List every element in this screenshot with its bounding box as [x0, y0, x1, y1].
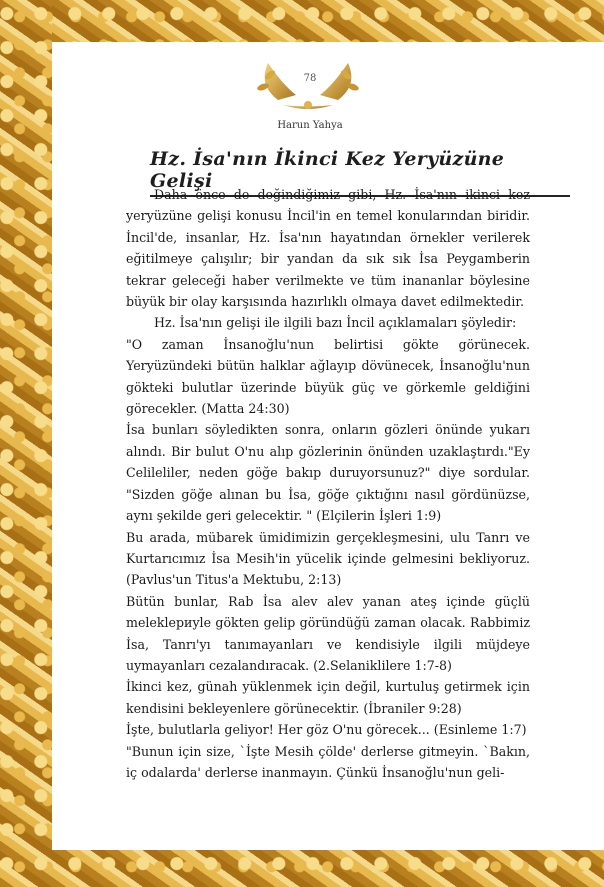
paragraph: "Bunun için size, `İşte Mesih çölde' derlerse gitmeyin. `Bakın, iç odalarda' derlerse inanmayın. Çünkü İnsanoğlu'nun geli- [126, 743, 530, 780]
paragraph: "O zaman İnsanoğlu'nun belirtisi gökte görünecek. Yeryüzündeki bütün halklar ağlayıp dövünecek, İnsanoğlu'nun gökteki bulutlar üzerinde büyük güç ve görkemle geldiğini görecekler. (Matta 24:30) [126, 336, 530, 417]
paragraph: İsa bunları söyledikten sonra, onların gözleri önünde yukarı alındı. Bir bulut O'nu alıp gözlerinin önünden uzaklaştırdı."Ey Celileliler, neden göğe bakıp duruyorsunuz?" diye sordular. "Sizden göğe alınan bu İsa, göğe çıktığını nasıl gördünüzse, aynı şekilde geri gelecektir. " (Elçilerin İşleri 1:9) [126, 422, 530, 524]
laurel-emblem-icon [238, 55, 378, 115]
page-number: 78 [303, 73, 317, 84]
paragraph: İkinci kez, günah yüklenmek için değil, kurtuluş getirmek için kendisini bekleyenlere görünecektir. (İbraniler 9:28) [126, 679, 530, 716]
paragraph: Hz. İsa'nın gelişi ile ilgili bazı İncil açıklamaları şöyledir: [154, 315, 517, 331]
ornate-border-left [0, 0, 52, 887]
ornate-border-top [0, 0, 604, 42]
running-head: Harun Yahya [277, 120, 343, 131]
ornate-border-bottom [0, 850, 604, 887]
body-text [126, 184, 530, 783]
paragraph: Daha önce de değindiğimiz gibi, Hz. İsa'nın ikinci kez yeryüzüne gelişi konusu İncil'in en temel konularından biridir. İncil'de, insanlar, Hz. İsa'nın hayatından örnekler verilerek eğitilmeye çalışılır; bir yandan da sık sık İsa Peygamberin tekrar geleceği haber verilmekte ve tüm inananlar böylesine büyük bir olay karşısında hazırlıklı olmaya davet edilmektedir. [126, 187, 530, 310]
paragraph: Bütün bunlar, Rab İsa alev alev yanan ateş içinde güçlü meleklериyle gökten gelip göründüğü zaman olacak. Rabbimiz İsa, Tanrı'yı tanımayanları ve kendisiyle ilgili müjdeye uymayanları cezalandıracak. (2.Selaniklilere 1:7-8) [126, 593, 530, 673]
paragraph: İşte, bulutlarla geliyor! Her göz O'nu görecek... (Esinleme 1:7) [126, 722, 527, 738]
paragraph: Bu arada, mübarek ümidimizin gerçekleşmesini, ulu Tanrı ve Kurtarıcımız İsa Mesih'in yücelik içinde gelmesini bekliyoruz. (Pavlus'un Titus'a Mektubu, 2:13) [126, 529, 530, 588]
chapter-title: Hz. İsa'nın İkinci Kez Yeryüzüne Gelişi [150, 148, 570, 197]
